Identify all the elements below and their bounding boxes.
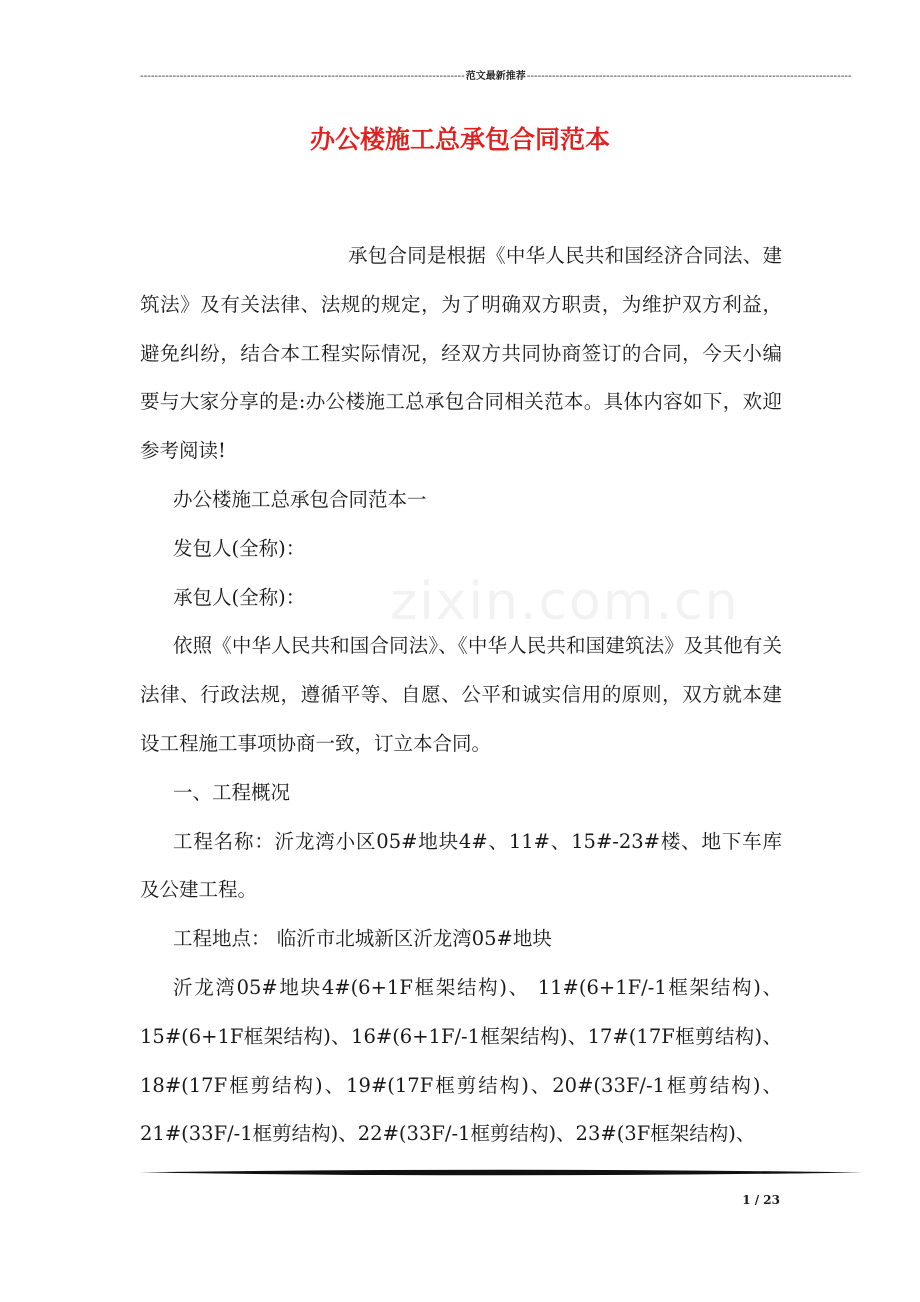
- header-dashes-left: ------------------------------------------------------------------------------------------: [140, 71, 465, 82]
- footer-divider: [140, 1168, 863, 1177]
- header-dashes-right: ------------------------------------------------------------------------------------------: [526, 71, 852, 82]
- paragraph-project-name: 工程名称：沂龙湾小区05#地块4#、11#、15#-23#楼、地下车库及公建工程。: [140, 829, 782, 902]
- paragraph-subtitle: 办公楼施工总承包合同范本一: [173, 487, 427, 511]
- paragraph-buildings: 沂龙湾05#地块4#(6+1F框架结构)、 11#(6+1F/-1框架结构)、15#(6+1F框架结构)、16#(6+1F/-1框架结构)、17#(17F框剪结构)、18#(17F框剪结构)、19#(17F框剪结构)、20#(33F/-1框剪结构)、21#(33F/-1框剪结构)、22#(33F/-1框剪结构)、23#(3F框架结构)、: [140, 975, 782, 1146]
- paragraph-intro: 承包合同是根据《中华人民共和国经济合同法、建筑法》及有关法律、法规的规定，为了明确双方职责，为维护双方利益，避免纠纷，结合本工程实际情况，经双方共同协商签订的合同，今天小编要与大家分享的是:办公楼施工总承包合同相关范本。具体内容如下，欢迎参考阅读!: [140, 244, 782, 463]
- document-body: [140, 232, 782, 1159]
- watermark: zixin.com.cn: [390, 572, 740, 632]
- paragraph-contractor: 承包人(全称)：: [173, 585, 306, 609]
- paragraph-employer: 发包人(全称)：: [173, 536, 306, 560]
- header-label: 范文最新推荐: [465, 71, 526, 82]
- paragraph-project-location: 工程地点： 临沂市北城新区沂龙湾05#地块: [173, 927, 552, 951]
- paragraph-basis: 依照《中华人民共和国合同法》、《中华人民共和国建筑法》及其他有关法律、行政法规，遵循平等、自愿、公平和诚实信用的原则，双方就本建设工程施工事项协商一致，订立本合同。: [140, 634, 782, 755]
- section-heading-overview: 一、工程概况: [173, 780, 291, 804]
- page-header: [140, 70, 852, 84]
- page-number-total: 23: [763, 1193, 780, 1207]
- page-number-separator: /: [750, 1193, 764, 1207]
- page-number: [700, 1192, 780, 1208]
- document-title: 办公楼施工总承包合同范本: [309, 125, 610, 154]
- page-number-current: 1: [742, 1193, 751, 1207]
